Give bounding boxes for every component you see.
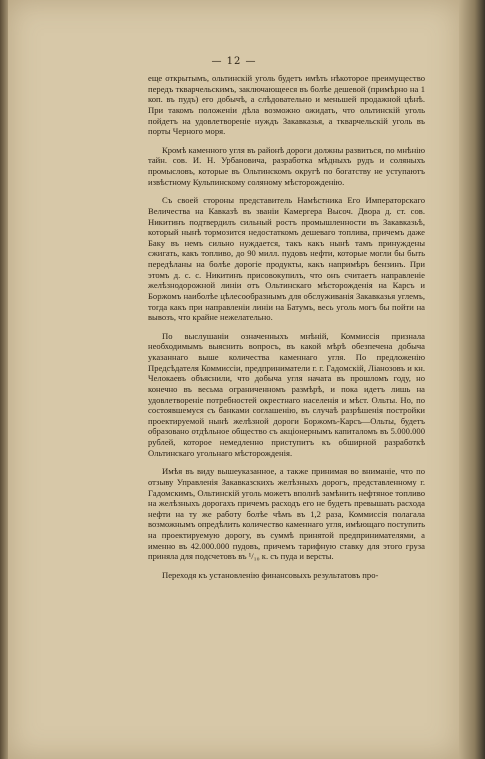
paragraph-3: Съ своей стороны представитель Намѣстника Его Императорскаго Величества на Кавказѣ въ званiи Камергера Высоч. Двора д. ст. сов. Никитинъ подтвердилъ сильный ростъ промышленности въ Закавказьѣ, который нынѣ тормозится недостаткомъ дешеваго топлива, причемъ даже Баку въ немъ сильно нуждается, такъ какъ нынѣ тамъ принуждены сжигать, какъ топливо, до 90 милл. пудовъ нефти, которые могли бы быть передѣланы на болѣе дорогiе продукты, какъ напримѣръ бензинъ. При этомъ д. с. с. Никитинъ присовокупилъ, что онъ считаетъ направленiе желѣзнодорожной линiи отъ Ольтинскаго мѣсторожденiя на Карсъ и Боржомъ наиболѣе цѣлесообразнымъ для обслуживанiя Закавказья углемъ, тогда какъ при направленiи линiи на Батумъ, весь уголь могъ бы пойти на вывозъ, что крайне нежелательно. xyxy=(148,195,425,323)
page-edge-shadow xyxy=(459,0,485,759)
paragraph-4: По выслушанiи означенныхъ мнѣнiй, Коммиссiя признала необходимымъ выяснить вопросъ, въ какой мѣрѣ обезпечена добыча указаннаго выше количества каменнаго угля. По предложенiю Предсѣдателя Коммиссiи, предприниматели г. г. Гадомскiй, Лiанозовъ и кн. Челокаевъ объяснили, что добыча угля начата въ прошломъ году, но конечно въ весьма ограниченномъ размѣрѣ, и пока идетъ лишь на удовлетворенiе потребностей окрестнаго населенiя и мѣст. Ольты. Но, по состоявшемуся съ банками соглашенiю, въ случаѣ разрѣшенiя постройки проектируемой нынѣ желѣзной дороги Боржомъ-Карсъ—Ольты, будетъ образовано отдѣльное общество съ акцiонернымъ капиталомъ въ 5.000.000 рублей, которое немедленно приступитъ къ обширной разработкѣ Ольтинскаго угольнаго мѣсторожденiя. xyxy=(148,330,425,458)
paragraph-5: Имѣя въ виду вышеуказанное, а также принимая во вниманiе, что по отзыву Управленiя Закавказскихъ желѣзныхъ дорогъ, представленному г. Гадомскимъ, Ольтинскiй уголь можетъ вполнѣ замѣнить нефтяное топливо на желѣзныхъ дорогахъ причемъ расходъ его не будетъ превышать расхода нефти на ту же работу болѣе чѣмъ въ 1,2 раза, Коммиссiя полагала возможнымъ опредѣлить количество каменнаго угля, имѣющаго поступить на проектируемую дорогу, въ суммѣ принятой предпринимателями, а именно въ 42.000.000 пудовъ, причемъ тарифную ставку для этого груза приняла для подсчетовъ въ ¹/₁₀ к. съ пуда и версты. xyxy=(148,466,425,562)
paragraph-6: Переходя къ установленiю финансовыхъ результатовъ про- xyxy=(162,569,379,580)
paragraph-1: еще открытымъ, ольтинскiй уголь будетъ имѣть нѣкоторое преимущество передъ ткварчельскимъ, заключающееся въ болѣе дешевой (примѣрно на 1 коп. въ пудъ) его добычѣ, а слѣдовательно и меньшей продажной цѣнѣ. При такомъ положенiи дѣла возможно ожидать, что ольтинскiй уголь пойдетъ на удовлетворенiе нуждъ Закавказья, а ткварчельскiй уголь въ порты Черного моря. xyxy=(148,73,425,137)
paragraph-2: Кромѣ каменного угля въ районѣ дороги должны развиться, по мнѣнiю тайн. сов. И. Н. Урбановича, разработка мѣдныхъ рудъ и соляныхъ промысловъ, которые въ Ольтинскомъ округѣ по богатству не уступаютъ извѣстному Кульпинскому соляному мѣсторожденiю. xyxy=(148,144,425,187)
body-text xyxy=(148,73,425,589)
page-number: — 12 — xyxy=(211,56,257,67)
book-page xyxy=(8,0,460,759)
